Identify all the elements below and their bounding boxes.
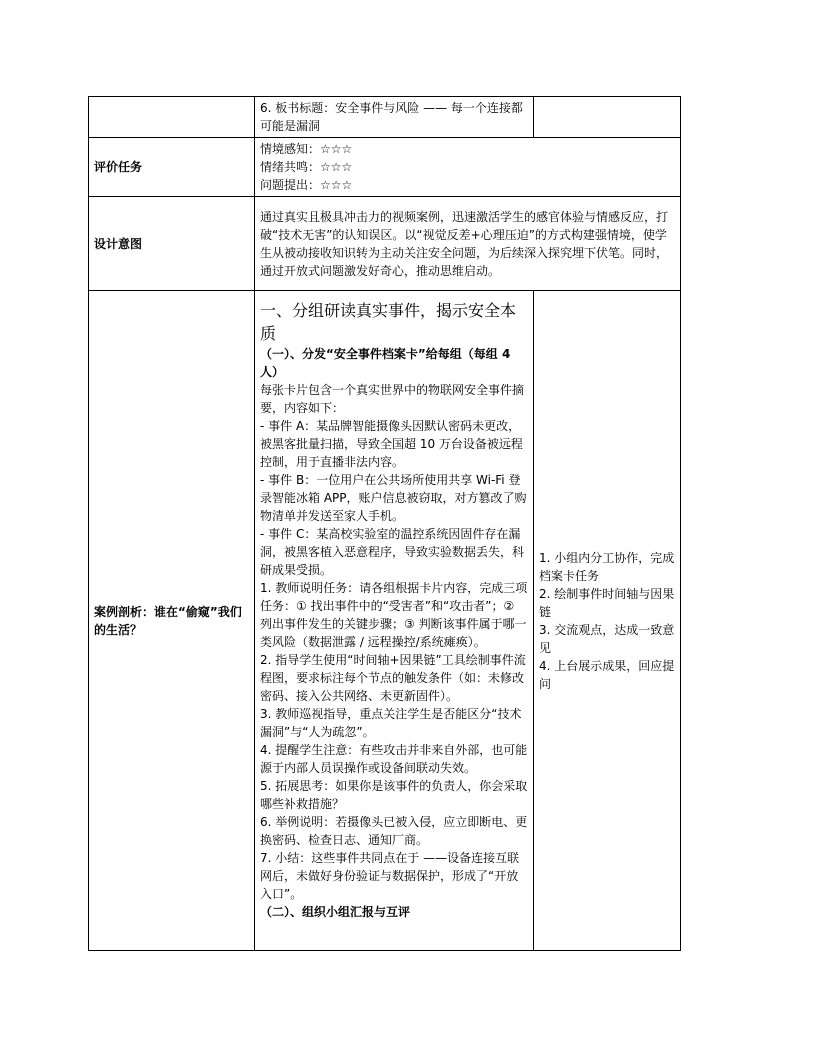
step-1: 1. 教师说明任务：请各组根据卡片内容，完成三项任务：① 找出事件中的“受害者”和“攻击者”；② 列出事件发生的关键步骤；③ 判断该事件属于哪一类风险（数据泄露 / 远程操控/系统瘫痪）。: [260, 581, 528, 649]
step-5: 5. 拓展思考：如果你是该事件的负责人，你会采取哪些补救措施？: [260, 779, 528, 811]
case-body: [260, 381, 528, 903]
board-title-student-cell: [534, 97, 681, 138]
evaluation-line-1: 情境感知：☆☆☆: [260, 142, 353, 156]
design-intent-row: [89, 197, 681, 291]
section-heading: 一、分组研读真实事件，揭示安全本质: [260, 301, 517, 343]
case-analysis-student-cell: [534, 291, 681, 951]
evaluation-label: 评价任务: [89, 138, 255, 197]
evaluation-row: [89, 138, 681, 197]
event-b: - 事件 B：一位用户在公共场所使用共享 Wi-Fi 登录智能冰箱 APP，账户信息被窃取，对方篡改了购物清单并发送至家人手机。: [260, 473, 527, 523]
case-analysis-row: [89, 291, 681, 951]
subsection-1-title: （一）、分发“安全事件档案卡”给每组（每组 4 人）: [260, 347, 511, 379]
evaluation-line-2: 情绪共鸣：☆☆☆: [260, 160, 353, 174]
board-title-text: 6. 板书标题：安全事件与风险 —— 每一个连接都可能是漏洞: [255, 97, 534, 138]
step-4: 4. 提醒学生注意：有些攻击并非来自外部，也可能源于内部人员误操作或设备间联动失效。: [260, 743, 528, 775]
student-activity-3: 3. 交流观点，达成一致意见: [539, 622, 675, 655]
step-2: 2. 指导学生使用“时间轴+因果链”工具绘制事件流程图，要求标注每个节点的触发条件（如：未修改密码、接入公共网络、未更新固件）。: [260, 653, 526, 703]
card-intro: 每张卡片包含一个真实世界中的物联网安全事件摘要，内容如下：: [260, 383, 525, 415]
evaluation-content: [255, 138, 681, 197]
event-c: - 事件 C：某高校实验室的温控系统因固件存在漏洞，被黑客植入恶意程序，导致实验数据丢失，科研成果受损。: [260, 527, 525, 577]
student-activity-4: 4. 上台展示成果，回应提问: [539, 658, 675, 691]
design-intent-label: 设计意图: [89, 197, 255, 291]
step-7: 7. 小结：这些事件共同点在于 ——设备连接互联网后，未做好身份验证与数据保护，形成了“开放入口”。: [260, 851, 520, 901]
student-activity-1: 1. 小组内分工协作，完成档案卡任务: [539, 550, 675, 583]
step-3: 3. 教师巡视指导，重点关注学生是否能区分“技术漏洞”与“人为疏忽”。: [260, 707, 522, 739]
student-activity-2: 2. 绘制事件时间轴与因果链: [539, 586, 675, 619]
case-analysis-label: 案例剖析：谁在“偷窥”我们的生活？: [89, 291, 255, 951]
step-6: 6. 举例说明：若摄像头已被入侵，应立即断电、更换密码、检查日志、通知厂商。: [260, 815, 528, 847]
board-title-row: [89, 97, 681, 138]
design-intent-text: 通过真实且极具冲击力的视频案例，迅速激活学生的感官体验与情感反应，打破“技术无害”的认知误区。以“视觉反差+心理压迫”的方式构建强情境，使学生从被动接收知识转为主动关注安全问题，为后续深入探究埋下伏笔。同时，通过开放式问题激发好奇心，推动思维启动。: [255, 197, 681, 291]
lesson-plan-table: [88, 96, 681, 951]
evaluation-line-3: 问题提出：☆☆☆: [260, 178, 353, 192]
event-a: - 事件 A：某品牌智能摄像头因默认密码未更改，被黑客批量扫描，导致全国超 10 万台设备被远程控制，用于直播非法内容。: [260, 419, 523, 469]
board-title-label-cell: [89, 97, 255, 138]
subsection-2-title: （二）、组织小组汇报与互评: [260, 905, 411, 919]
case-analysis-teacher-cell: [255, 291, 534, 951]
